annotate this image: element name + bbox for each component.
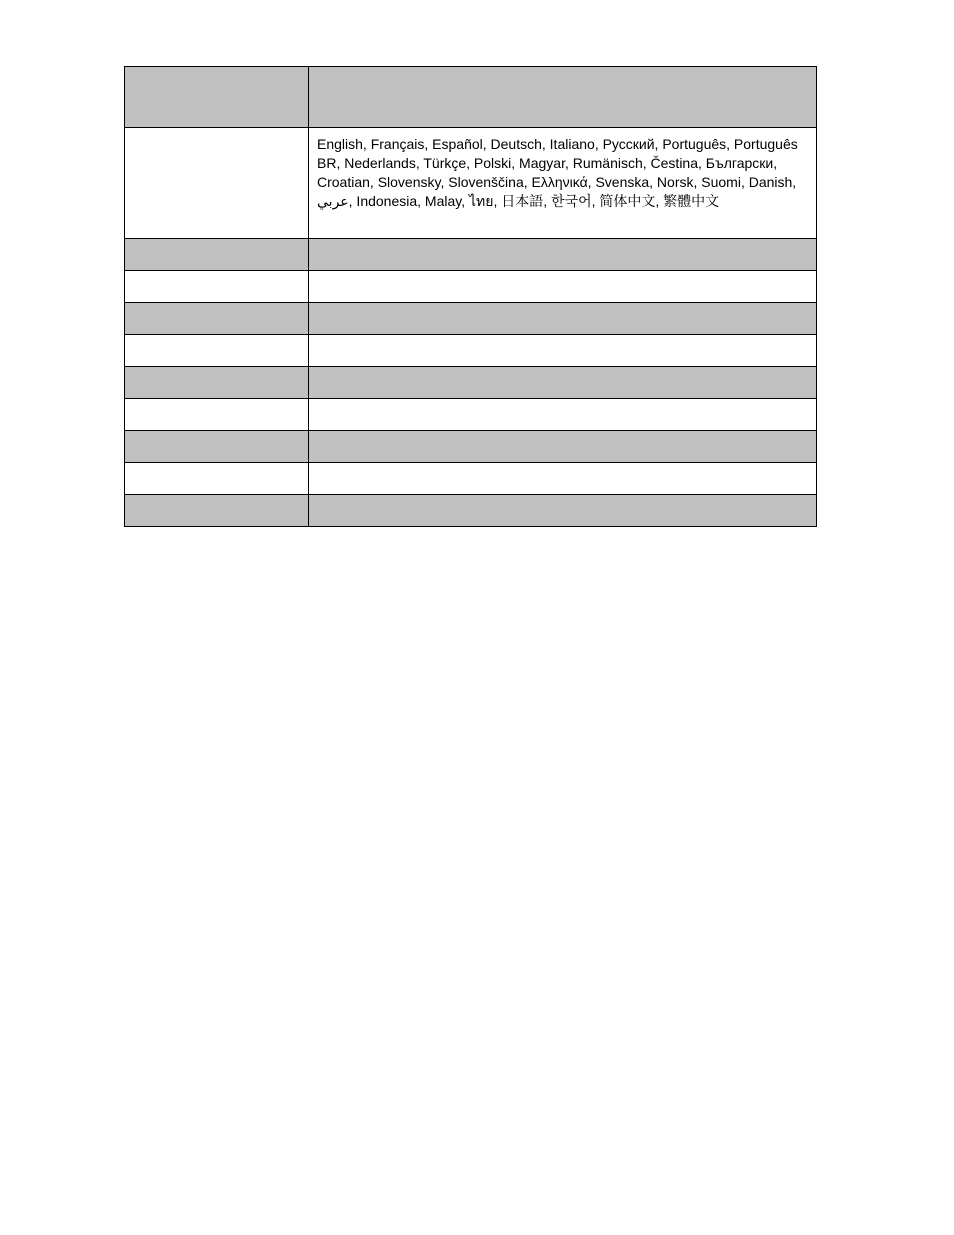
table-row	[125, 495, 817, 527]
table-header-row	[125, 67, 817, 128]
row-value-cell	[309, 367, 817, 399]
spec-table	[124, 66, 817, 527]
header-value-cell	[309, 67, 817, 128]
table-row	[125, 271, 817, 303]
row-value-cell	[309, 495, 817, 527]
table-row	[125, 399, 817, 431]
row-label-cell	[125, 431, 309, 463]
table-row	[125, 335, 817, 367]
row-value-cell	[309, 303, 817, 335]
table-row	[125, 303, 817, 335]
row-label-cell	[125, 335, 309, 367]
table-row	[125, 239, 817, 271]
header-label-cell	[125, 67, 309, 128]
table-row	[125, 463, 817, 495]
table-row	[125, 367, 817, 399]
row-value-cell	[309, 463, 817, 495]
row-label-cell	[125, 367, 309, 399]
row-label-cell	[125, 239, 309, 271]
row-label-cell	[125, 463, 309, 495]
row-label-cell	[125, 399, 309, 431]
row-label-cell	[125, 495, 309, 527]
row-label-cell	[125, 271, 309, 303]
row-value-cell	[309, 335, 817, 367]
row-value-cell	[309, 239, 817, 271]
row-value-cell	[309, 271, 817, 303]
language-row	[125, 128, 817, 239]
language-list-text: English, Français, Español, Deutsch, Italiano, Русский, Português, Português BR, Nederlands, Türkçe, Polski, Magyar, Rumänisch, Čestina, Български, Croatian, Slovensky, Slovenščina, Ελληνικά, Svenska, Norsk, Suomi, Danish, عربي, Indonesia, Malay, ไทย, 日本語, 한국어, 简体中文, 繁體中文	[317, 136, 798, 209]
table-row	[125, 431, 817, 463]
row-label-cell	[125, 303, 309, 335]
row-value-cell	[309, 431, 817, 463]
row-value-cell	[309, 399, 817, 431]
language-value-cell	[309, 128, 817, 239]
language-label-cell	[125, 128, 309, 239]
